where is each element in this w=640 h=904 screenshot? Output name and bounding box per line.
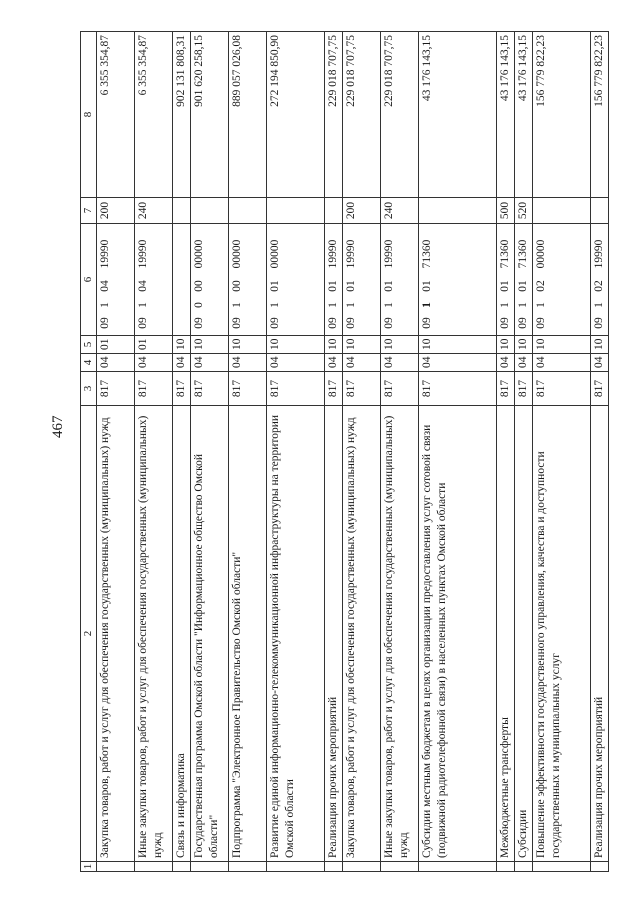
event-code: 01 [326,280,339,292]
subsection-code: 10 [418,336,496,354]
target-article-code [228,224,266,336]
subsection-code: 10 [342,336,380,354]
table-row [590,32,608,872]
subsection-code: 10 [190,336,228,354]
amount: 43 176 143,15 [418,32,496,198]
expense-type-code [324,198,342,224]
table-row [190,32,228,872]
col-header-8: 8 [81,32,97,198]
program-code: 09 [99,317,111,329]
row-name: Иные закупки товаров, работ и услуг для обеспечения государственных (муниципальных) нужд [135,406,173,862]
admin-code: 817 [173,372,191,406]
target-article-code [266,224,324,336]
direction-code: 19990 [99,239,111,269]
row-num-cell [228,862,266,872]
row-num-cell [532,862,590,872]
row-name: Межбюджетные трансферты [496,406,514,862]
direction-code: 19990 [592,239,605,269]
expense-type-code [190,198,228,224]
event-code: 04 [99,280,111,292]
subsection-code: 10 [228,336,266,354]
expense-type-code: 240 [380,198,418,224]
table-row [532,32,590,872]
subprogram-code: 1 [516,302,529,308]
amount: 272 194 850,90 [266,32,324,198]
row-name: Иные закупки товаров, работ и услуг для обеспечения государственных (муниципальных) нужд [380,406,418,862]
program-code: 09 [268,317,281,329]
direction-code: 19990 [326,239,339,269]
amount: 902 131 808,31 [173,32,191,198]
table-row [324,32,342,872]
row-num-cell [380,862,418,872]
row-name: Развитие единой информационно-телекоммуникационной инфраструктуры на территории Омской области [266,406,324,862]
expense-type-code [418,198,496,224]
expense-type-code: 520 [514,198,532,224]
subsection-code: 10 [514,336,532,354]
admin-code: 817 [266,372,324,406]
amount: 43 176 143,15 [496,32,514,198]
subprogram-code: 1 [534,302,547,308]
event-code: 00 [192,280,205,292]
subprogram-code: 0 [192,302,205,308]
subprogram-code: 1 [137,302,149,308]
expense-type-code: 240 [135,198,173,224]
subsection-code: 01 [135,336,173,354]
admin-code: 817 [418,372,496,406]
section-code: 04 [380,354,418,372]
program-code: 09 [534,317,547,329]
amount: 43 176 143,15 [514,32,532,198]
table-body [97,32,609,872]
col-header-5: 5 [81,336,97,354]
target-article-code [342,224,380,336]
program-code: 09 [382,317,395,329]
subsection-code: 01 [97,336,135,354]
row-num-cell [190,862,228,872]
subsection-code: 10 [266,336,324,354]
row-name: Субсидии местным бюджетам в целях организации предоставления услуг сотовой связи (подвижной радиотелефонной связи) в населенных пунктах Омской области [418,406,496,862]
admin-code: 817 [324,372,342,406]
subprogram-code: 1 [382,302,395,308]
target-article-code [173,224,191,336]
col-header-7: 7 [81,198,97,224]
table-row [173,32,191,872]
section-code: 04 [514,354,532,372]
target-article-code [190,224,228,336]
target-article-code [135,224,173,336]
amount: 229 018 707,75 [342,32,380,198]
subprogram-code: 1 [420,302,433,308]
direction-code: 19990 [344,239,357,269]
section-code: 04 [532,354,590,372]
subprogram-code: 1 [498,302,511,308]
admin-code: 817 [380,372,418,406]
program-code: 09 [592,317,605,329]
col-header-3: 3 [81,372,97,406]
amount: 156 779 822,23 [590,32,608,198]
amount: 229 018 707,75 [380,32,418,198]
direction-code: 71360 [516,239,529,269]
direction-code: 71360 [498,239,511,269]
admin-code: 817 [228,372,266,406]
expense-type-code [532,198,590,224]
target-article-code [418,224,496,336]
event-code: 01 [420,280,433,292]
row-num-cell [514,862,532,872]
table-row [97,32,135,872]
section-code: 04 [135,354,173,372]
subprogram-code: 1 [268,302,281,308]
page-number: 467 [50,415,66,438]
expense-type-code [266,198,324,224]
target-article-code [380,224,418,336]
row-num-cell [324,862,342,872]
subprogram-code: 1 [230,302,243,308]
event-code: 01 [498,280,511,292]
admin-code: 817 [97,372,135,406]
admin-code: 817 [514,372,532,406]
row-name: Закупка товаров, работ и услуг для обеспечения государственных (муниципальных) нужд [342,406,380,862]
expense-type-code: 500 [496,198,514,224]
subsection-code: 10 [496,336,514,354]
col-header-2: 2 [81,406,97,862]
direction-code: 00000 [192,239,205,269]
program-code: 09 [137,317,149,329]
event-code: 01 [268,280,281,292]
subsection-code: 10 [380,336,418,354]
section-code: 04 [496,354,514,372]
row-num-cell [97,862,135,872]
row-num-cell [266,862,324,872]
section-code: 04 [324,354,342,372]
section-code: 04 [342,354,380,372]
direction-code: 00000 [268,239,281,269]
event-code: 01 [516,280,529,292]
subprogram-code: 1 [344,302,357,308]
target-article-code [496,224,514,336]
header-row [81,32,97,872]
section-code: 04 [228,354,266,372]
subsection-code: 10 [173,336,191,354]
direction-code: 19990 [137,239,149,269]
program-code: 09 [192,317,205,329]
admin-code: 817 [496,372,514,406]
subprogram-code: 1 [99,302,111,308]
admin-code: 817 [532,372,590,406]
section-code: 04 [590,354,608,372]
table-row [418,32,496,872]
rotated-table-wrapper [80,32,612,872]
row-num-cell [496,862,514,872]
amount: 901 620 258,15 [190,32,228,198]
direction-code: 00000 [534,239,547,269]
event-code: 02 [592,280,605,292]
row-name: Закупка товаров, работ и услуг для обеспечения государственных (муниципальных) нужд [97,406,135,862]
row-num-cell [342,862,380,872]
table-row [496,32,514,872]
subprogram-code: 1 [592,302,605,308]
event-code: 01 [382,280,395,292]
row-name: Субсидии [514,406,532,862]
target-article-code [97,224,135,336]
section-code: 04 [190,354,228,372]
admin-code: 817 [190,372,228,406]
row-num-cell [173,862,191,872]
target-article-code [324,224,342,336]
row-name: Повышение эффективности государственного управления, качества и доступности государственных и муниципальных услуг [532,406,590,862]
event-code: 01 [344,280,357,292]
amount: 6 355 354,87 [97,32,135,198]
program-code: 09 [420,317,433,329]
expense-type-code [590,198,608,224]
program-code: 09 [516,317,529,329]
program-code: 09 [344,317,357,329]
row-name: Государственная программа Омской области "Информационное общество Омской области" [190,406,228,862]
direction-code: 19990 [382,239,395,269]
amount: 889 057 026,08 [228,32,266,198]
section-code: 04 [266,354,324,372]
col-header-6: 6 [81,224,97,336]
table-row [514,32,532,872]
direction-code: 00000 [230,239,243,269]
row-name: Реализация прочих мероприятий [590,406,608,862]
table-row [135,32,173,872]
row-num-cell [590,862,608,872]
col-header-1: 1 [81,862,97,872]
event-code: 04 [137,280,149,292]
expense-type-code [173,198,191,224]
amount: 229 018 707,75 [324,32,342,198]
expense-type-code: 200 [342,198,380,224]
budget-table [80,31,609,872]
row-name: Реализация прочих мероприятий [324,406,342,862]
expense-type-code [228,198,266,224]
direction-code: 71360 [420,239,433,269]
row-name: Подпрограмма "Электронное Правительство Омской области" [228,406,266,862]
target-article-code [590,224,608,336]
amount: 6 355 354,87 [135,32,173,198]
program-code: 09 [230,317,243,329]
event-code: 02 [534,280,547,292]
event-code: 00 [230,280,243,292]
program-code: 09 [498,317,511,329]
target-article-code [514,224,532,336]
table-row [380,32,418,872]
expense-type-code: 200 [97,198,135,224]
admin-code: 817 [342,372,380,406]
section-code: 04 [173,354,191,372]
program-code: 09 [326,317,339,329]
row-num-cell [135,862,173,872]
admin-code: 817 [135,372,173,406]
target-article-code [532,224,590,336]
subsection-code: 10 [324,336,342,354]
table-row [266,32,324,872]
subsection-code: 10 [532,336,590,354]
admin-code: 817 [590,372,608,406]
table-row [342,32,380,872]
subprogram-code: 1 [326,302,339,308]
amount: 156 779 822,23 [532,32,590,198]
row-num-cell [418,862,496,872]
row-name: Связь и информатика [173,406,191,862]
col-header-4: 4 [81,354,97,372]
table-row [228,32,266,872]
section-code: 04 [418,354,496,372]
subsection-code: 10 [590,336,608,354]
section-code: 04 [97,354,135,372]
